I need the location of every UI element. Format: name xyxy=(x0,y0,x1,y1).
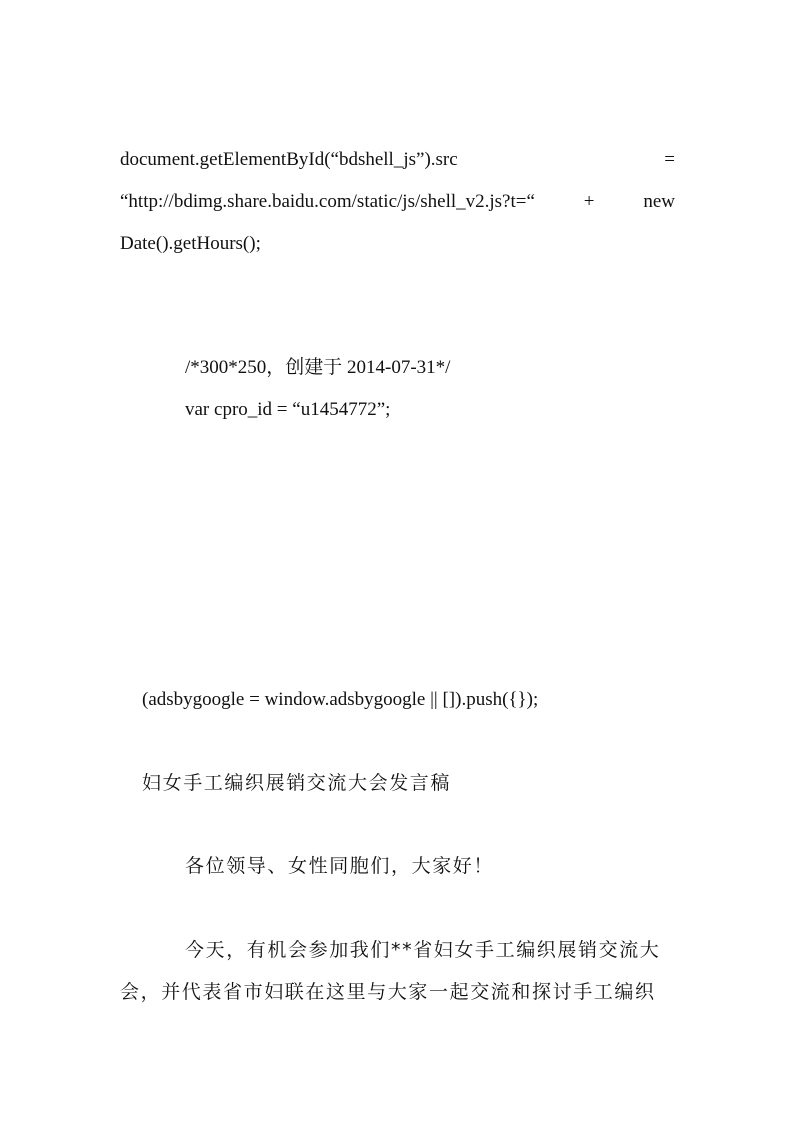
code-line-2-plus: + xyxy=(583,191,595,212)
code-line-1-right: = xyxy=(664,149,675,170)
code-line-3: Date().getHours(); xyxy=(120,233,261,254)
code-line-1 xyxy=(120,148,675,172)
ad-comment: /*300*250，创建于 2014-07-31*/ xyxy=(185,357,451,378)
paragraph-line-2: 会，并代表省市妇联在这里与大家一起交流和探讨手工编织 xyxy=(120,981,656,1003)
code-line-2 xyxy=(120,190,675,214)
adsbygoogle-line: (adsbygoogle = window.adsbygoogle || []).push({}); xyxy=(142,689,539,710)
code-line-2-new: new xyxy=(643,191,675,212)
ad-var-line: var cpro_id = “u1454772”; xyxy=(185,399,391,420)
paragraph-line-1: 今天，有机会参加我们**省妇女手工编织展销交流大 xyxy=(185,939,661,961)
code-line-1-left: document.getElementById(“bdshell_js”).src xyxy=(120,149,458,170)
greeting: 各位领导、女性同胞们，大家好！ xyxy=(185,855,495,877)
code-line-2-url: “http://bdimg.share.baidu.com/static/js/shell_v2.js?t=“ xyxy=(120,191,535,212)
article-title: 妇女手工编织展销交流大会发言稿 xyxy=(142,772,452,794)
